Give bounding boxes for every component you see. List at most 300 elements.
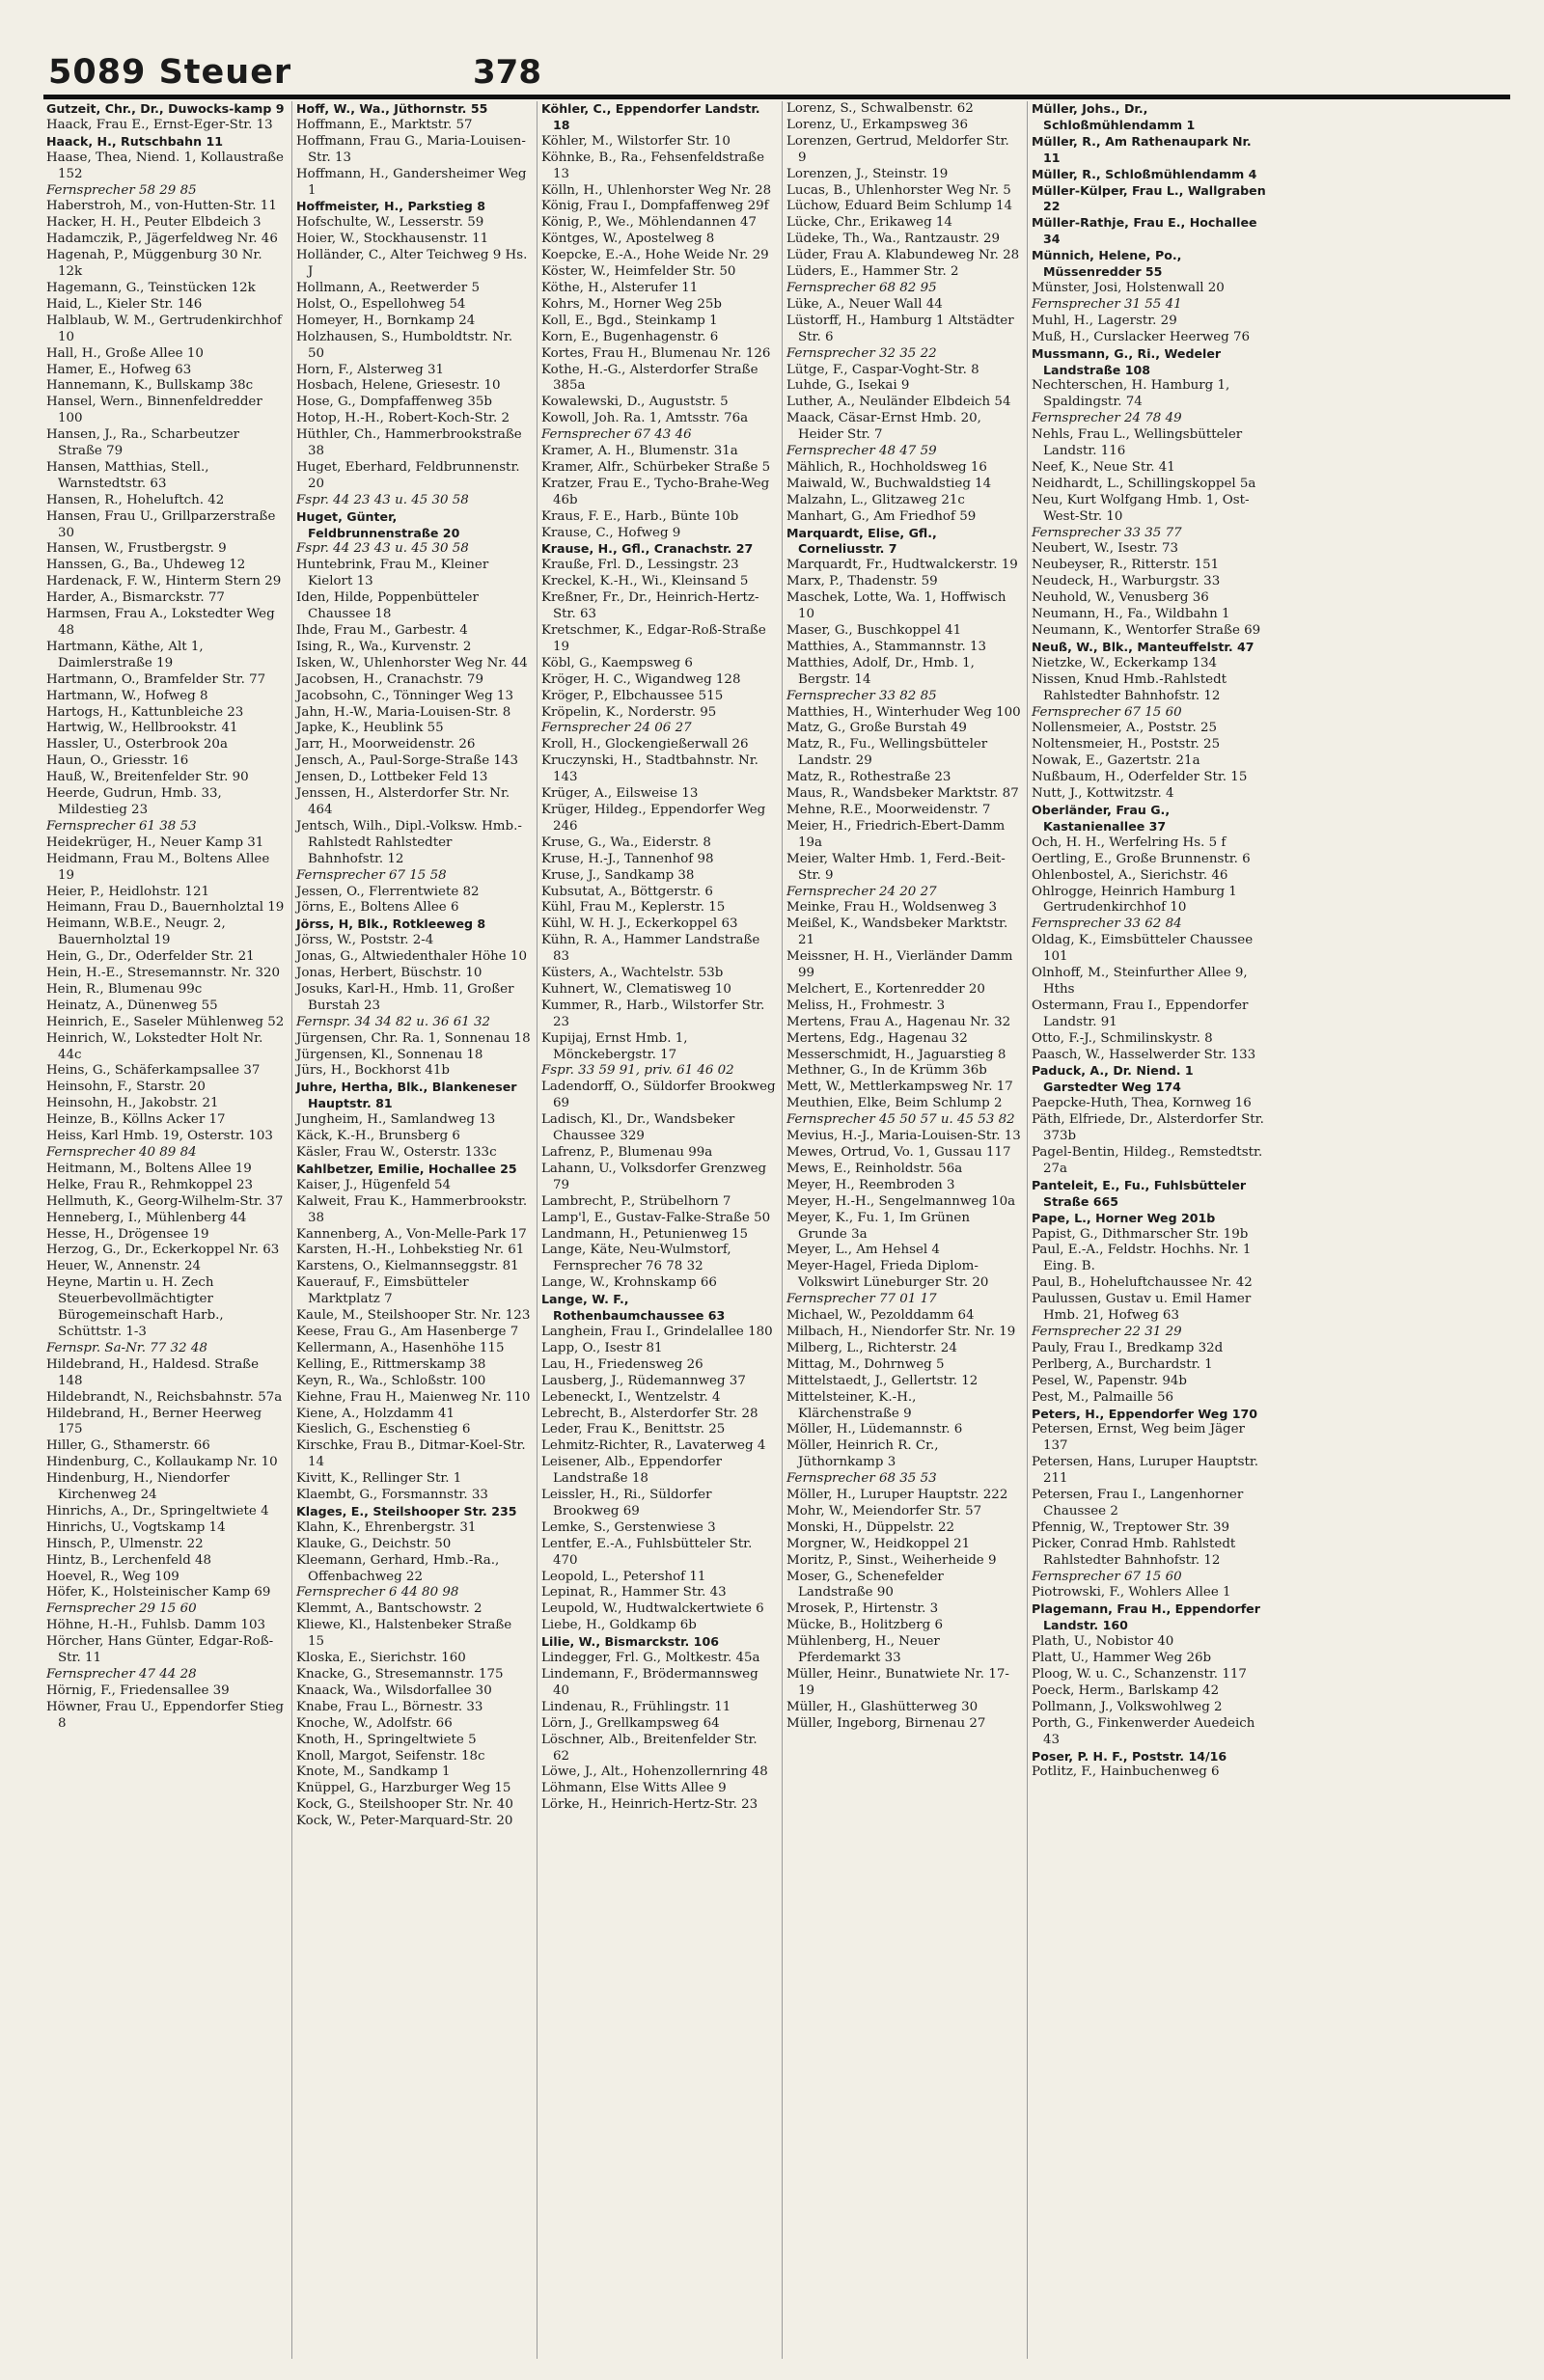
directory-entry: Kretschmer, K., Edgar-Roß-Straße 19: [541, 623, 766, 654]
directory-entry: Müller, R., Schloßmühlendamm 4: [1032, 166, 1257, 181]
directory-entry: Neumann, K., Wentorfer Straße 69: [1032, 623, 1261, 638]
directory-entry: Hartmann, W., Hofweg 8: [46, 688, 208, 703]
directory-entry: Heimann, Frau D., Bauernholztal 19: [46, 900, 285, 916]
directory-entry: Hauß, W., Breitenfelder Str. 90: [46, 770, 249, 785]
phone-number-line: Fernsprecher 48 47 59: [786, 444, 937, 459]
directory-entry: Lüke, A., Neuer Wall 44: [786, 296, 943, 312]
directory-entry: Meyer, H.-H., Sengelmannweg 10a: [786, 1193, 1016, 1209]
directory-entry: Petersen, Hans, Luruper Hauptstr. 211: [1032, 1455, 1259, 1487]
page-number: 378: [473, 53, 541, 92]
directory-entry: Heinsohn, F., Starstr. 20: [46, 1080, 206, 1095]
directory-entry: Monski, H., Düppelstr. 22: [786, 1519, 955, 1535]
directory-entry: Müller-Rathje, Frau E., Hochallee 34: [1032, 215, 1257, 247]
directory-entry: Luther, A., Neuländer Elbdeich 54: [786, 395, 1011, 410]
directory-entry: Jonas, Herbert, Büschstr. 10: [296, 966, 482, 981]
directory-entry: Münnich, Helene, Po., Müssenredder 55: [1032, 248, 1182, 280]
directory-entry: Lafrenz, P., Blumenau 99a: [541, 1145, 713, 1160]
directory-entry: Hein, G., Dr., Oderfelder Str. 21: [46, 949, 255, 965]
directory-entry: Heinatz, A., Dünenweg 55: [46, 998, 218, 1013]
directory-entry: Kummer, R., Harb., Wilstorfer Str. 23: [541, 998, 765, 1029]
directory-entry: Haberstroh, M., von-Hutten-Str. 11: [46, 199, 277, 214]
directory-entry: Helke, Frau R., Rehmkoppel 23: [46, 1177, 253, 1192]
directory-entry: Paduck, A., Dr. Niend. 1 Garstedter Weg 174: [1032, 1063, 1194, 1095]
directory-column-5: [1027, 101, 1266, 2359]
directory-entry: Matthies, A., Stammannstr. 13: [786, 639, 987, 654]
phone-number-line: Fernsprecher 24 78 49: [1032, 411, 1182, 426]
directory-entry: Klages, E., Steilshooper Str. 235: [296, 1503, 517, 1518]
directory-entry: Kiene, A., Holzdamm 41: [296, 1406, 455, 1421]
directory-entry: Kruse, G., Wa., Eiderstr. 8: [541, 834, 711, 850]
directory-entry: Landmann, H., Petunienweg 15: [541, 1226, 749, 1242]
directory-entry: Perlberg, A., Burchardstr. 1: [1032, 1356, 1213, 1372]
directory-entry: Möller, H., Lüdemannstr. 6: [786, 1422, 963, 1437]
directory-entry: Kiehne, Frau H., Maienweg Nr. 110: [296, 1389, 531, 1405]
directory-entry: Hoffmann, Frau G., Maria-Louisen-Str. 13: [296, 133, 526, 165]
directory-entry: Moser, G., Schenefelder Landstraße 90: [786, 1569, 944, 1600]
directory-entry: Lütge, F., Caspar-Voght-Str. 8: [786, 362, 979, 377]
directory-entry: Nissen, Knud Hmb.-Rahlstedt Rahlstedter Bahnhofstr. 12: [1032, 671, 1227, 703]
directory-entry: Hörnig, F., Friedensallee 39: [46, 1682, 230, 1698]
directory-entry: Paulussen, Gustav u. Emil Hamer Hmb. 21, Hofweg 63: [1032, 1292, 1252, 1324]
directory-entry: Nechterschen, H. Hamburg 1, Spaldingstr. 74: [1032, 378, 1230, 410]
directory-entry: Hoffmann, H., Gandersheimer Weg 1: [296, 166, 527, 198]
directory-entry: Morgner, W., Heidkoppel 21: [786, 1536, 971, 1551]
directory-entry: Jürgensen, Kl., Sonnenau 18: [296, 1047, 483, 1062]
directory-entry: Nußbaum, H., Oderfelder Str. 15: [1032, 770, 1248, 785]
directory-entry: Hotop, H.-H., Robert-Koch-Str. 2: [296, 411, 510, 426]
directory-entry: Nowak, E., Gazertstr. 21a: [1032, 753, 1200, 769]
directory-entry: Nietzke, W., Eckerkamp 134: [1032, 655, 1217, 670]
directory-entry: Meier, H., Friedrich-Ebert-Damm 19a: [786, 818, 1006, 850]
directory-entry: Neef, K., Neue Str. 41: [1032, 459, 1175, 475]
directory-entry: Homeyer, H., Bornkamp 24: [296, 313, 476, 328]
directory-entry: Lorenzen, Gertrud, Meldorfer Str. 9: [786, 133, 1009, 165]
directory-entry: Löschner, Alb., Breitenfelder Str. 62: [541, 1732, 758, 1764]
directory-entry: Köhnke, B., Ra., Fehsenfeldstraße 13: [541, 150, 765, 181]
directory-entry: Oldag, K., Eimsbütteler Chaussee 101: [1032, 933, 1254, 965]
directory-entry: Matz, G., Große Burstah 49: [786, 721, 967, 736]
directory-entry: Gutzeit, Chr., Dr., Duwocks-kamp 9: [46, 101, 285, 116]
directory-entry: Hildebrand, H., Haldesd. Straße 148: [46, 1356, 260, 1388]
directory-entry: Henneberg, I., Mühlenberg 44: [46, 1210, 247, 1225]
directory-entry: Lau, H., Friedensweg 26: [541, 1356, 703, 1372]
directory-entry: Holst, O., Espellohweg 54: [296, 296, 466, 312]
directory-entry: König, P., We., Möhlendannen 47: [541, 215, 758, 231]
directory-entry: Heuer, W., Annenstr. 24: [46, 1259, 201, 1274]
directory-entry: Lebrecht, B., Alsterdorfer Str. 28: [541, 1406, 758, 1421]
directory-entry: Mittelsteiner, K.-H., Klärchenstraße 9: [786, 1389, 917, 1421]
directory-entry: Kröpelin, K., Norderstr. 95: [541, 704, 717, 720]
directory-entry: Maus, R., Wandsbeker Marktstr. 87: [786, 786, 1019, 802]
directory-entry: Heiss, Karl Hmb. 19, Osterstr. 103: [46, 1129, 273, 1144]
directory-entry: Hardenack, F. W., Hinterm Stern 29: [46, 574, 282, 589]
directory-entry: Köster, W., Heimfelder Str. 50: [541, 264, 736, 280]
phone-number-line: Fernsprecher 33 35 77: [1032, 525, 1182, 540]
directory-column-2: [291, 101, 531, 2359]
directory-entry: Moritz, P., Sinst., Weiherheide 9: [786, 1552, 997, 1568]
directory-entry: Paepcke-Huth, Thea, Kornweg 16: [1032, 1096, 1252, 1111]
directory-entry: Ohlenbostel, A., Sierichstr. 46: [1032, 867, 1228, 883]
directory-entry: Jensch, A., Paul-Sorge-Straße 143: [296, 753, 518, 769]
directory-entry: Kliewe, Kl., Halstenbeker Straße 15: [296, 1618, 512, 1650]
directory-entry: Muß, H., Curslacker Heerweg 76: [1032, 329, 1251, 344]
directory-entry: Keyn, R., Wa., Schloßstr. 100: [296, 1373, 486, 1388]
phone-number-line: Fernsprecher 33 62 84: [1032, 916, 1182, 932]
directory-entry: Hadamczik, P., Jägerfeldweg Nr. 46: [46, 232, 278, 247]
directory-entry: Halblaub, W. M., Gertrudenkirchhof 10: [46, 313, 283, 344]
directory-entry: Marquardt, Elise, Gfl., Corneliusstr. 7: [786, 525, 937, 557]
directory-entry: Marx, P., Thadenstr. 59: [786, 574, 938, 589]
directory-entry: Juhre, Hertha, Blk., Blankeneser Hauptstr. 81: [296, 1080, 517, 1111]
directory-entry: Piotrowski, F., Wohlers Allee 1: [1032, 1585, 1231, 1600]
directory-entry: Kühl, W. H. J., Eckerkoppel 63: [541, 916, 738, 932]
phone-number-line: Fernsprecher 6 44 80 98: [296, 1585, 459, 1600]
directory-entry: Kowalewski, D., Auguststr. 5: [541, 395, 729, 410]
directory-entry: Kohrs, M., Horner Weg 25b: [541, 296, 722, 312]
directory-entry: Mittelstaedt, J., Gellertstr. 12: [786, 1373, 979, 1388]
directory-entry: Neubert, W., Isestr. 73: [1032, 541, 1179, 557]
directory-entry: Leisener, Alb., Eppendorfer Landstraße 18: [541, 1455, 722, 1487]
directory-entry: Huget, Günter, Feldbrunnenstraße 20: [296, 508, 460, 540]
directory-entry: Kieslich, G., Eschenstieg 6: [296, 1422, 471, 1437]
directory-entry: Lilie, W., Bismarckstr. 106: [541, 1634, 719, 1650]
directory-entry: Lapp, O., Isestr 81: [541, 1340, 663, 1355]
directory-entry: Kuhnert, W., Clematisweg 10: [541, 981, 731, 997]
directory-entry: Oberländer, Frau G., Kastanienallee 37: [1032, 802, 1171, 834]
directory-entry: Haack, H., Rutschbahn 11: [46, 133, 224, 149]
directory-entry: Petersen, Frau I., Langenhorner Chaussee 2: [1032, 1488, 1244, 1518]
phone-number-line: Fernsprecher 67 15 58: [296, 867, 447, 883]
directory-entry: Müller, Heinr., Bunatwiete Nr. 17-19: [786, 1667, 1009, 1698]
directory-entry: Knoll, Margot, Seifenstr. 18c: [296, 1748, 485, 1764]
directory-entry: Kröger, P., Elbchaussee 515: [541, 688, 724, 703]
directory-entry: Karsten, H.-H., Lohbekstieg Nr. 61: [296, 1243, 525, 1258]
directory-entry: Müller, R., Am Rathenaupark Nr. 11: [1032, 133, 1252, 165]
directory-entry: Hagemann, G., Teinstücken 12k: [46, 280, 256, 295]
directory-entry: Lüders, E., Hammer Str. 2: [786, 264, 959, 280]
directory-entry: Iden, Hilde, Poppenbütteler Chaussee 18: [296, 590, 479, 622]
directory-entry: Harder, A., Bismarckstr. 77: [46, 590, 225, 606]
directory-entry: Krause, C., Hofweg 9: [541, 525, 681, 540]
page-header: [48, 53, 1496, 96]
directory-entry: Meißel, K., Wandsbeker Marktstr. 21: [786, 916, 1008, 948]
directory-entry: Meuthien, Elke, Beim Schlump 2: [786, 1096, 1003, 1111]
directory-entry: Lorenzen, J., Steinstr. 19: [786, 166, 949, 181]
directory-entry: Knüppel, G., Harzburger Weg 15: [296, 1781, 511, 1796]
directory-entry: Köhler, C., Eppendorfer Landstr. 18: [541, 101, 760, 132]
directory-entry: Pagel-Bentin, Hildeg., Remstedtstr. 27a: [1032, 1145, 1263, 1176]
directory-entry: Köntges, W., Apostelweg 8: [541, 232, 715, 247]
directory-entry: Hiller, G., Sthamerstr. 66: [46, 1438, 210, 1454]
directory-entry: Hindenburg, H., Niendorfer Kirchenweg 24: [46, 1471, 230, 1503]
directory-entry: Höhne, H.-H., Fuhlsb. Damm 103: [46, 1618, 266, 1633]
directory-entry: Panteleit, E., Fu., Fuhlsbütteler Straße 665: [1032, 1177, 1247, 1209]
directory-entry: Milberg, L., Richterstr. 24: [786, 1340, 957, 1355]
header-rule: [43, 95, 1510, 99]
directory-entry: Kivitt, K., Rellinger Str. 1: [296, 1471, 462, 1487]
directory-entry: Maiwald, W., Buchwaldstieg 14: [786, 476, 992, 491]
directory-entry: Köbl, G., Kaempsweg 6: [541, 655, 693, 670]
directory-entry: Pest, M., Palmaille 56: [1032, 1389, 1174, 1405]
directory-entry: Hartmann, Käthe, Alt 1, Daimlerstraße 19: [46, 639, 204, 670]
directory-entry: Hamer, E., Hofweg 63: [46, 362, 192, 377]
directory-entry: Ladisch, Kl., Dr., Wandsbeker Chaussee 329: [541, 1112, 735, 1144]
directory-entry: Hoffmeister, H., Parkstieg 8: [296, 199, 485, 214]
directory-entry: Pape, L., Horner Weg 201b: [1032, 1210, 1216, 1225]
directory-entry: Hansen, W., Frustbergstr. 9: [46, 541, 227, 557]
directory-entry: Hassler, U., Osterbrook 20a: [46, 737, 228, 752]
directory-entry: Meinke, Frau H., Woldsenweg 3: [786, 900, 998, 916]
directory-entry: Löhmann, Else Witts Allee 9: [541, 1781, 727, 1796]
directory-entry: Lindenau, R., Frühlingstr. 11: [541, 1699, 731, 1714]
directory-entry: Potlitz, F., Hainbuchenweg 6: [1032, 1764, 1220, 1780]
directory-entry: Mehne, R.E., Moorweidenstr. 7: [786, 802, 991, 817]
directory-entry: Jürgensen, Chr. Ra. 1, Sonnenau 18: [296, 1030, 531, 1046]
directory-entry: Oertling, E., Große Brunnenstr. 6: [1032, 851, 1251, 866]
directory-entry: Maser, G., Buschkoppel 41: [786, 623, 962, 638]
directory-entry: Meier, Walter Hmb. 1, Ferd.-Beit-Str. 9: [786, 851, 1006, 883]
directory-entry: Matthies, Adolf, Dr., Hmb. 1, Bergstr. 14: [786, 655, 975, 687]
directory-entry: Küsters, A., Wachtelstr. 53b: [541, 966, 724, 981]
directory-entry: Jentsch, Wilh., Dipl.-Volksw. Hmb.-Rahlstedt Rahlstedter Bahnhofstr. 12: [296, 818, 522, 866]
directory-entry: Korn, E., Bugenhagenstr. 6: [541, 329, 719, 344]
directory-entry: Knacke, G., Stresemannstr. 175: [296, 1667, 504, 1682]
directory-entry: Käsler, Frau W., Osterstr. 133c: [296, 1145, 497, 1160]
directory-entry: Hall, H., Große Allee 10: [46, 345, 204, 361]
directory-entry: Meyer-Hagel, Frieda Diplom-Volkswirt Lüneburger Str. 20: [786, 1259, 989, 1291]
directory-entry: Lepinat, R., Hammer Str. 43: [541, 1585, 727, 1600]
directory-entry: Neidhardt, L., Schillingskoppel 5a: [1032, 476, 1256, 491]
directory-entry: Kupijaj, Ernst Hmb. 1, Mönckebergstr. 17: [541, 1030, 688, 1062]
directory-entry: Ploog, W. u. C., Schanzenstr. 117: [1032, 1667, 1247, 1682]
directory-entry: Lucas, B., Uhlenhorster Weg Nr. 5: [786, 182, 1011, 198]
directory-entry: Hansen, J., Ra., Scharbeutzer Straße 79: [46, 427, 240, 459]
directory-entry: Marquardt, Fr., Hudtwalckerstr. 19: [786, 558, 1018, 573]
directory-entry: Lemke, S., Gerstenwiese 3: [541, 1519, 716, 1535]
directory-entry: Manhart, G., Am Friedhof 59: [786, 508, 977, 524]
directory-entry: Michael, W., Pezolddamm 64: [786, 1308, 975, 1324]
directory-entry: Pauly, Frau I., Bredkamp 32d: [1032, 1340, 1224, 1355]
directory-entry: Meyer, L., Am Hehsel 4: [786, 1243, 940, 1258]
directory-entry: Hannemann, K., Bullskamp 38c: [46, 378, 254, 394]
directory-entry: Kannenberg, A., Von-Melle-Park 17: [296, 1226, 527, 1242]
directory-entry: Müller, Ingeborg, Birnenau 27: [786, 1715, 986, 1731]
directory-entry: Ihde, Frau M., Garbestr. 4: [296, 623, 468, 638]
directory-columns: [46, 101, 1513, 2359]
directory-entry: Kortes, Frau H., Blumenau Nr. 126: [541, 345, 771, 361]
directory-entry: Klaembt, G., Forsmannstr. 33: [296, 1488, 488, 1503]
directory-entry: Holländer, C., Alter Teichweg 9 Hs. J: [296, 248, 528, 280]
directory-entry: Hartwig, W., Hellbrookstr. 41: [46, 721, 238, 736]
directory-entry: Ising, R., Wa., Kurvenstr. 2: [296, 639, 472, 654]
directory-entry: Lindemann, F., Brödermannsweg 40: [541, 1667, 758, 1698]
phone-number-line: Fernsprecher 68 35 53: [786, 1471, 937, 1487]
directory-entry: Huget, Eberhard, Feldbrunnenstr. 20: [296, 459, 520, 491]
directory-entry: Leopold, L., Petershof 11: [541, 1569, 706, 1584]
directory-entry: Paasch, W., Hasselwerder Str. 133: [1032, 1047, 1256, 1062]
directory-entry: Mett, W., Mettlerkampsweg Nr. 17: [786, 1080, 1013, 1095]
phone-number-line: Fernsprecher 77 01 17: [786, 1292, 937, 1307]
directory-entry: Hein, R., Blumenau 99c: [46, 981, 203, 997]
directory-entry: Nehls, Frau L., Wellingsbütteler Landstr. 116: [1032, 427, 1243, 459]
directory-entry: Mews, E., Reinholdstr. 56a: [786, 1161, 963, 1176]
directory-entry: Jungheim, H., Samlandweg 13: [296, 1112, 496, 1128]
directory-entry: Heier, P., Heidlohstr. 121: [46, 884, 209, 899]
directory-entry: Lange, Käte, Neu-Wulmstorf, Fernsprecher 76 78 32: [541, 1243, 731, 1274]
directory-entry: Lüdeke, Th., Wa., Rantzaustr. 29: [786, 232, 1001, 247]
phone-number-line: Fernsprecher 67 15 60: [1032, 1569, 1182, 1584]
directory-entry: Lebeneckt, I., Wentzelstr. 4: [541, 1389, 721, 1405]
directory-entry: Heyne, Martin u. H. Zech Steuerbevollmächtigter Bürogemeinschaft Harb., Schüttstr. 1-3: [46, 1275, 224, 1339]
directory-entry: Hansen, Matthias, Stell., Warnstedtstr. 63: [46, 459, 209, 491]
directory-entry: Jonas, G., Altwiedenthaler Höhe 10: [296, 949, 527, 965]
directory-entry: Matz, R., Rothestraße 23: [786, 770, 951, 785]
directory-entry: Hosbach, Helene, Griesestr. 10: [296, 378, 501, 394]
directory-entry: Jensen, D., Lottbeker Feld 13: [296, 770, 488, 785]
directory-entry: Kruse, H.-J., Tannenhof 98: [541, 851, 714, 866]
directory-entry: Hoier, W., Stockhausenstr. 11: [296, 232, 489, 247]
directory-entry: Hintz, B., Lerchenfeld 48: [46, 1552, 212, 1568]
directory-entry: Och, H. H., Werfelring Hs. 5 f: [1032, 834, 1227, 850]
directory-entry: Hinrichs, A., Dr., Springeltwiete 4: [46, 1503, 269, 1518]
directory-entry: Hinsch, P., Ulmenstr. 22: [46, 1536, 204, 1551]
directory-entry: Hofschulte, W., Lesserstr. 59: [296, 215, 484, 231]
directory-entry: Lamp'l, E., Gustav-Falke-Straße 50: [541, 1210, 771, 1225]
directory-entry: Picker, Conrad Hmb. Rahlstedt Rahlstedter Bahnhofstr. 12: [1032, 1536, 1236, 1568]
directory-entry: Langhein, Frau I., Grindelallee 180: [541, 1324, 773, 1339]
directory-entry: Kreckel, K.-H., Wi., Kleinsand 5: [541, 574, 749, 589]
directory-entry: Kock, W., Peter-Marquard-Str. 20: [296, 1814, 513, 1829]
directory-entry: Hagenah, P., Müggenburg 30 Nr. 12k: [46, 248, 262, 280]
directory-entry: Leissler, H., Ri., Süldorfer Brookweg 69: [541, 1488, 712, 1518]
directory-entry: Meissner, H. H., Vierländer Damm 99: [786, 949, 1013, 981]
directory-entry: Knoth, H., Springeltwiete 5: [296, 1732, 477, 1747]
directory-entry: Käck, K.-H., Brunsberg 6: [296, 1129, 460, 1144]
directory-entry: Lausberg, J., Rüdemannweg 37: [541, 1373, 746, 1388]
directory-entry: Jörss, H, Blk., Rotkleeweg 8: [296, 916, 486, 932]
directory-entry: Luhde, G., Isekai 9: [786, 378, 910, 394]
directory-entry: Huntebrink, Frau M., Kleiner Kielort 13: [296, 558, 489, 589]
phone-number-line: Fspr. 44 23 43 u. 45 30 58: [296, 492, 469, 507]
phone-number-line: Fernsprecher 24 06 27: [541, 721, 692, 736]
phone-number-line: Fernsprecher 24 20 27: [786, 884, 937, 899]
directory-entry: Kaiser, J., Hügenfeld 54: [296, 1177, 452, 1192]
directory-entry: Kölln, H., Uhlenhorster Weg Nr. 28: [541, 182, 772, 198]
directory-entry: Hildebrandt, N., Reichsbahnstr. 57a: [46, 1389, 283, 1405]
directory-entry: Paul, E.-A., Feldstr. Hochhs. Nr. 1 Eing. B.: [1032, 1243, 1252, 1274]
directory-entry: Kloska, E., Sierichstr. 160: [296, 1651, 466, 1666]
directory-entry: Kahlbetzer, Emilie, Hochallee 25: [296, 1161, 517, 1176]
directory-entry: Kellermann, A., Hasenhöhe 115: [296, 1340, 505, 1355]
directory-entry: Jarr, H., Moorweidenstr. 26: [296, 737, 476, 752]
directory-entry: Mittag, M., Dohrnweg 5: [786, 1356, 945, 1372]
directory-entry: Melchert, E., Kortenredder 20: [786, 981, 985, 997]
directory-entry: Heinrich, W., Lokstedter Holt Nr. 44c: [46, 1030, 263, 1062]
directory-entry: Lindegger, Frl. G., Moltkestr. 45a: [541, 1651, 760, 1666]
directory-entry: Lörn, J., Grellkampsweg 64: [541, 1715, 720, 1731]
directory-entry: Plagemann, Frau H., Eppendorfer Landstr. 160: [1032, 1601, 1260, 1633]
directory-entry: Neubeyser, R., Ritterstr. 151: [1032, 558, 1220, 573]
directory-entry: Lambrecht, P., Strübelhorn 7: [541, 1193, 731, 1209]
directory-entry: Kröger, H. C., Wigandweg 128: [541, 671, 741, 687]
directory-entry: Papist, G., Dithmarscher Str. 19b: [1032, 1226, 1249, 1242]
phone-number-line: Fernsprecher 31 55 41: [1032, 296, 1182, 312]
directory-entry: Lüstorff, H., Hamburg 1 Altstädter Str. 6: [786, 313, 1014, 344]
directory-entry: Maack, Cäsar-Ernst Hmb. 20, Heider Str. 7: [786, 411, 981, 443]
directory-entry: Neudeck, H., Warburgstr. 33: [1032, 574, 1221, 589]
directory-entry: Meliss, H., Frohmestr. 3: [786, 998, 946, 1013]
directory-entry: Lange, W., Krohnskamp 66: [541, 1275, 717, 1291]
directory-entry: Lücke, Chr., Erikaweg 14: [786, 215, 952, 231]
directory-entry: Isken, W., Uhlenhorster Weg Nr. 44: [296, 655, 528, 670]
directory-entry: Matthies, H., Winterhuder Weg 100: [786, 704, 1021, 720]
directory-entry: Mertens, Frau A., Hagenau Nr. 32: [786, 1014, 1011, 1029]
directory-entry: Keese, Frau G., Am Hasenberge 7: [296, 1324, 519, 1339]
directory-column-3: [537, 101, 776, 2359]
directory-entry: Kreßner, Fr., Dr., Heinrich-Hertz-Str. 63: [541, 590, 759, 622]
directory-entry: Kock, G., Steilshooper Str. Nr. 40: [296, 1797, 513, 1813]
directory-entry: Josuks, Karl-H., Hmb. 11, Großer Burstah 23: [296, 981, 514, 1013]
phone-number-line: Fernsprecher 47 44 28: [46, 1667, 197, 1682]
directory-entry: Lorenz, S., Schwalbenstr. 62: [786, 101, 974, 116]
directory-entry: Mählich, R., Hochholdsweg 16: [786, 459, 987, 475]
directory-entry: Porth, G., Finkenwerder Auedeich 43: [1032, 1715, 1255, 1747]
directory-entry: Neuß, W., Blk., Manteuffelstr. 47: [1032, 639, 1254, 654]
directory-entry: Japke, K., Heublink 55: [296, 721, 444, 736]
directory-entry: Lüder, Frau A. Klabundeweg Nr. 28: [786, 248, 1020, 263]
directory-entry: Hose, G., Dompfaffenweg 35b: [296, 395, 492, 410]
directory-entry: Höfer, K., Holsteinischer Kamp 69: [46, 1585, 271, 1600]
directory-entry: Knabe, Frau L., Börnestr. 33: [296, 1699, 483, 1714]
directory-entry: Plath, U., Nobistor 40: [1032, 1634, 1174, 1650]
directory-entry: Haid, L., Kieler Str. 146: [46, 296, 203, 312]
directory-entry: Jacobsen, H., Cranachstr. 79: [296, 671, 483, 687]
directory-entry: Hellmuth, K., Georg-Wilhelm-Str. 37: [46, 1193, 284, 1209]
phone-number-line: Fernsprecher 68 82 95: [786, 280, 937, 295]
directory-entry: Jörns, E., Boltens Allee 6: [296, 900, 459, 916]
directory-entry: Heidekrüger, H., Neuer Kamp 31: [46, 834, 264, 850]
directory-entry: Otto, F.-J., Schmilinskystr. 8: [1032, 1030, 1213, 1046]
directory-entry: Paul, B., Hoheluftchaussee Nr. 42: [1032, 1275, 1253, 1291]
directory-entry: Lörke, H., Heinrich-Hertz-Str. 23: [541, 1797, 758, 1813]
directory-entry: Malzahn, L., Glitzaweg 21c: [786, 492, 965, 507]
directory-entry: Kowoll, Joh. Ra. 1, Amtsstr. 76a: [541, 411, 749, 426]
directory-entry: Hansen, R., Hoheluftch. 42: [46, 492, 225, 507]
directory-entry: Maschek, Lotte, Wa. 1, Hoffwisch 10: [786, 590, 1006, 622]
directory-entry: Kirschke, Frau B., Ditmar-Koel-Str. 14: [296, 1438, 526, 1470]
directory-entry: Jenssen, H., Alsterdorfer Str. Nr. 464: [296, 786, 510, 817]
directory-entry: Platt, U., Hammer Weg 26b: [1032, 1651, 1212, 1666]
phone-number-line: Fernsprecher 29 15 60: [46, 1601, 197, 1617]
directory-entry: Haase, Thea, Niend. 1, Kollaustraße 152: [46, 150, 284, 181]
directory-entry: Ladendorff, O., Süldorfer Brookweg 69: [541, 1080, 776, 1111]
directory-entry: Koepcke, E.-A., Hohe Weide Nr. 29: [541, 248, 769, 263]
directory-entry: Kramer, Alfr., Schürbeker Straße 5: [541, 459, 771, 475]
directory-entry: Kramer, A. H., Blumenstr. 31a: [541, 444, 738, 459]
directory-entry: Mücke, B., Holitzberg 6: [786, 1618, 943, 1633]
directory-entry: Müller-Külper, Frau L., Wallgraben 22: [1032, 182, 1266, 214]
directory-entry: Leder, Frau K., Benittstr. 25: [541, 1422, 726, 1437]
directory-entry: Hindenburg, C., Kollaukamp Nr. 10: [46, 1455, 278, 1470]
directory-entry: Lentfer, E.-A., Fuhlsbütteler Str. 470: [541, 1536, 753, 1568]
directory-entry: König, Frau I., Dompfaffenweg 29f: [541, 199, 769, 214]
directory-entry: Hörcher, Hans Günter, Edgar-Roß-Str. 11: [46, 1634, 274, 1666]
directory-entry: Möller, Heinrich R. Cr., Jüthornkamp 3: [786, 1438, 939, 1470]
directory-entry: Kroll, H., Glockengießerwall 26: [541, 737, 749, 752]
directory-entry: Hansel, Wern., Binnenfeldredder 100: [46, 395, 262, 426]
directory-entry: Hartmann, O., Bramfelder Str. 77: [46, 671, 266, 687]
directory-entry: Päth, Elfriede, Dr., Alsterdorfer Str. 373b: [1032, 1112, 1264, 1144]
